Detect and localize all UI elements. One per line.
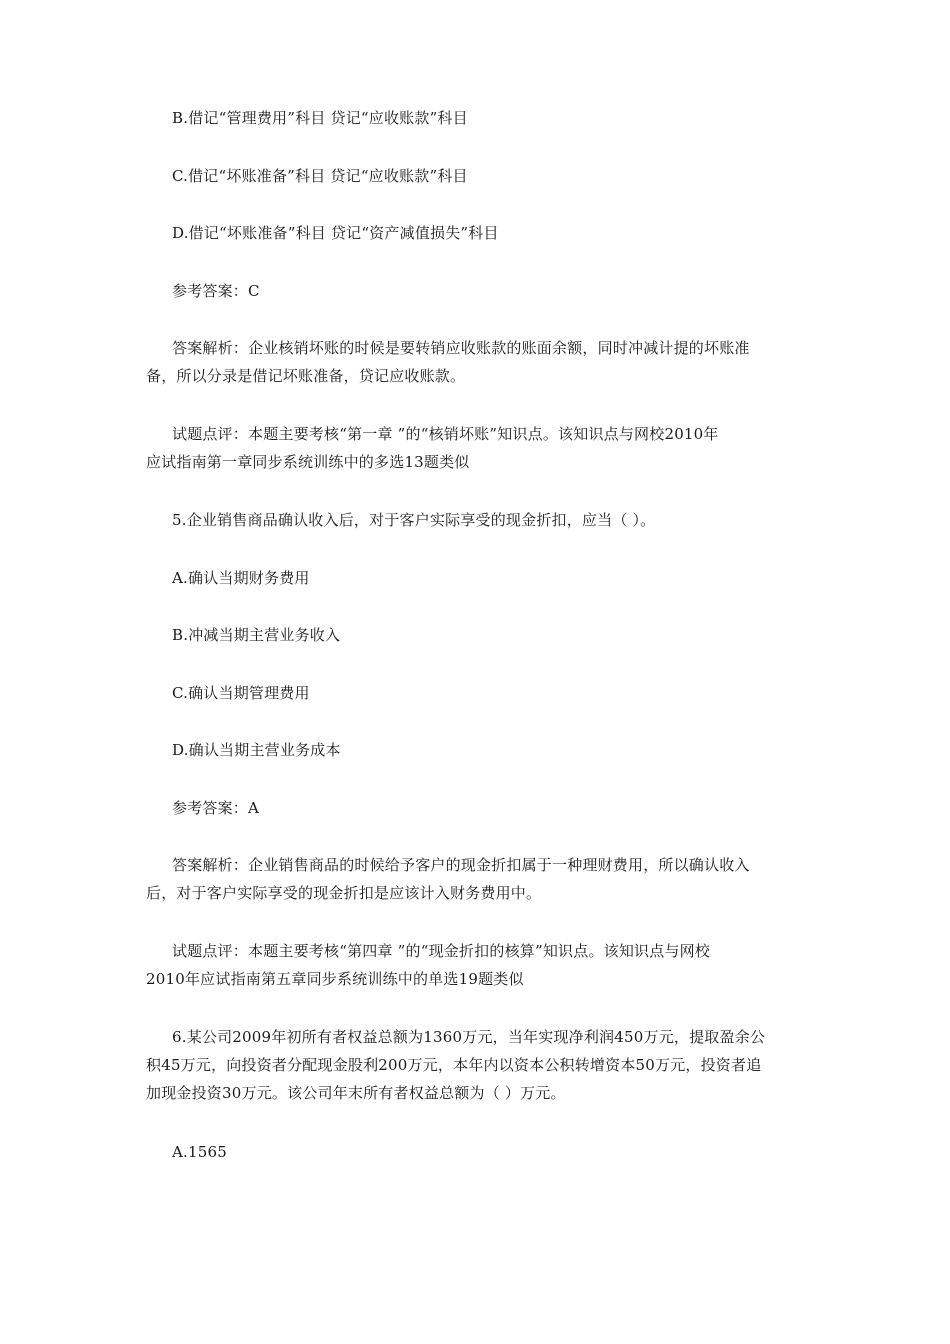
q4-analysis-line-2: 备，所以分录是借记坏账准备，贷记应收账款。 (146, 367, 466, 385)
q4-comment (146, 420, 812, 476)
q6-question-line-1: 6.某公司2009年初所有者权益总额为1360万元，当年实现净利润450万元，提取盈余公 (172, 1028, 766, 1046)
q4-option-c: C.借记“坏账准备”科目 贷记“应收账款”科目 (172, 167, 468, 185)
q4-comment-line-1: 试题点评：本题主要考核“第一章 ”的“核销坏账”知识点。该知识点与网校2010年 (172, 425, 719, 443)
q4-option-d: D.借记“坏账准备”科目 贷记“资产减值损失”科目 (172, 224, 499, 242)
q5-analysis-line-2: 后，对于客户实际享受的现金折扣是应该计入财务费用中。 (146, 884, 542, 902)
q5-question: 5.企业销售商品确认收入后，对于客户实际享受的现金折扣，应当（ ）。 (172, 511, 656, 529)
q5-comment (146, 937, 812, 993)
q5-analysis-line-1: 答案解析：企业销售商品的时候给予客户的现金折扣属于一种理财费用，所以确认收入 (172, 856, 750, 874)
q5-analysis (146, 851, 812, 907)
q4-answer: 参考答案：C (172, 282, 260, 300)
q4-option-b: B.借记“管理费用”科目 贷记“应收账款”科目 (172, 109, 468, 127)
q6-option-a: A.1565 (172, 1143, 227, 1161)
q5-option-c: C.确认当期管理费用 (172, 684, 310, 702)
q5-answer: 参考答案：A (172, 799, 260, 817)
q6-question (146, 1023, 812, 1107)
q5-option-a: A.确认当期财务费用 (172, 569, 310, 587)
q5-option-b: B.冲减当期主营业务收入 (172, 626, 341, 644)
q5-option-d: D.确认当期主营业务成本 (172, 741, 341, 759)
q4-analysis (146, 334, 812, 390)
q4-analysis-line-1: 答案解析：企业核销坏账的时候是要转销应收账款的账面余额，同时冲减计提的坏账准 (172, 339, 750, 357)
q6-question-line-3: 加现金投资30万元。该公司年末所有者权益总额为（ ）万元。 (146, 1084, 566, 1102)
q5-comment-line-1: 试题点评：本题主要考核“第四章 ”的“现金折扣的核算”知识点。该知识点与网校 (172, 942, 711, 960)
q5-comment-line-2: 2010年应试指南第五章同步系统训练中的单选19题类似 (146, 970, 524, 988)
q4-comment-line-2: 应试指南第一章同步系统训练中的多选13题类似 (146, 453, 470, 471)
q6-question-line-2: 积45万元，向投资者分配现金股利200万元，本年内以资本公积转增资本50万元，投资者追 (146, 1056, 762, 1074)
